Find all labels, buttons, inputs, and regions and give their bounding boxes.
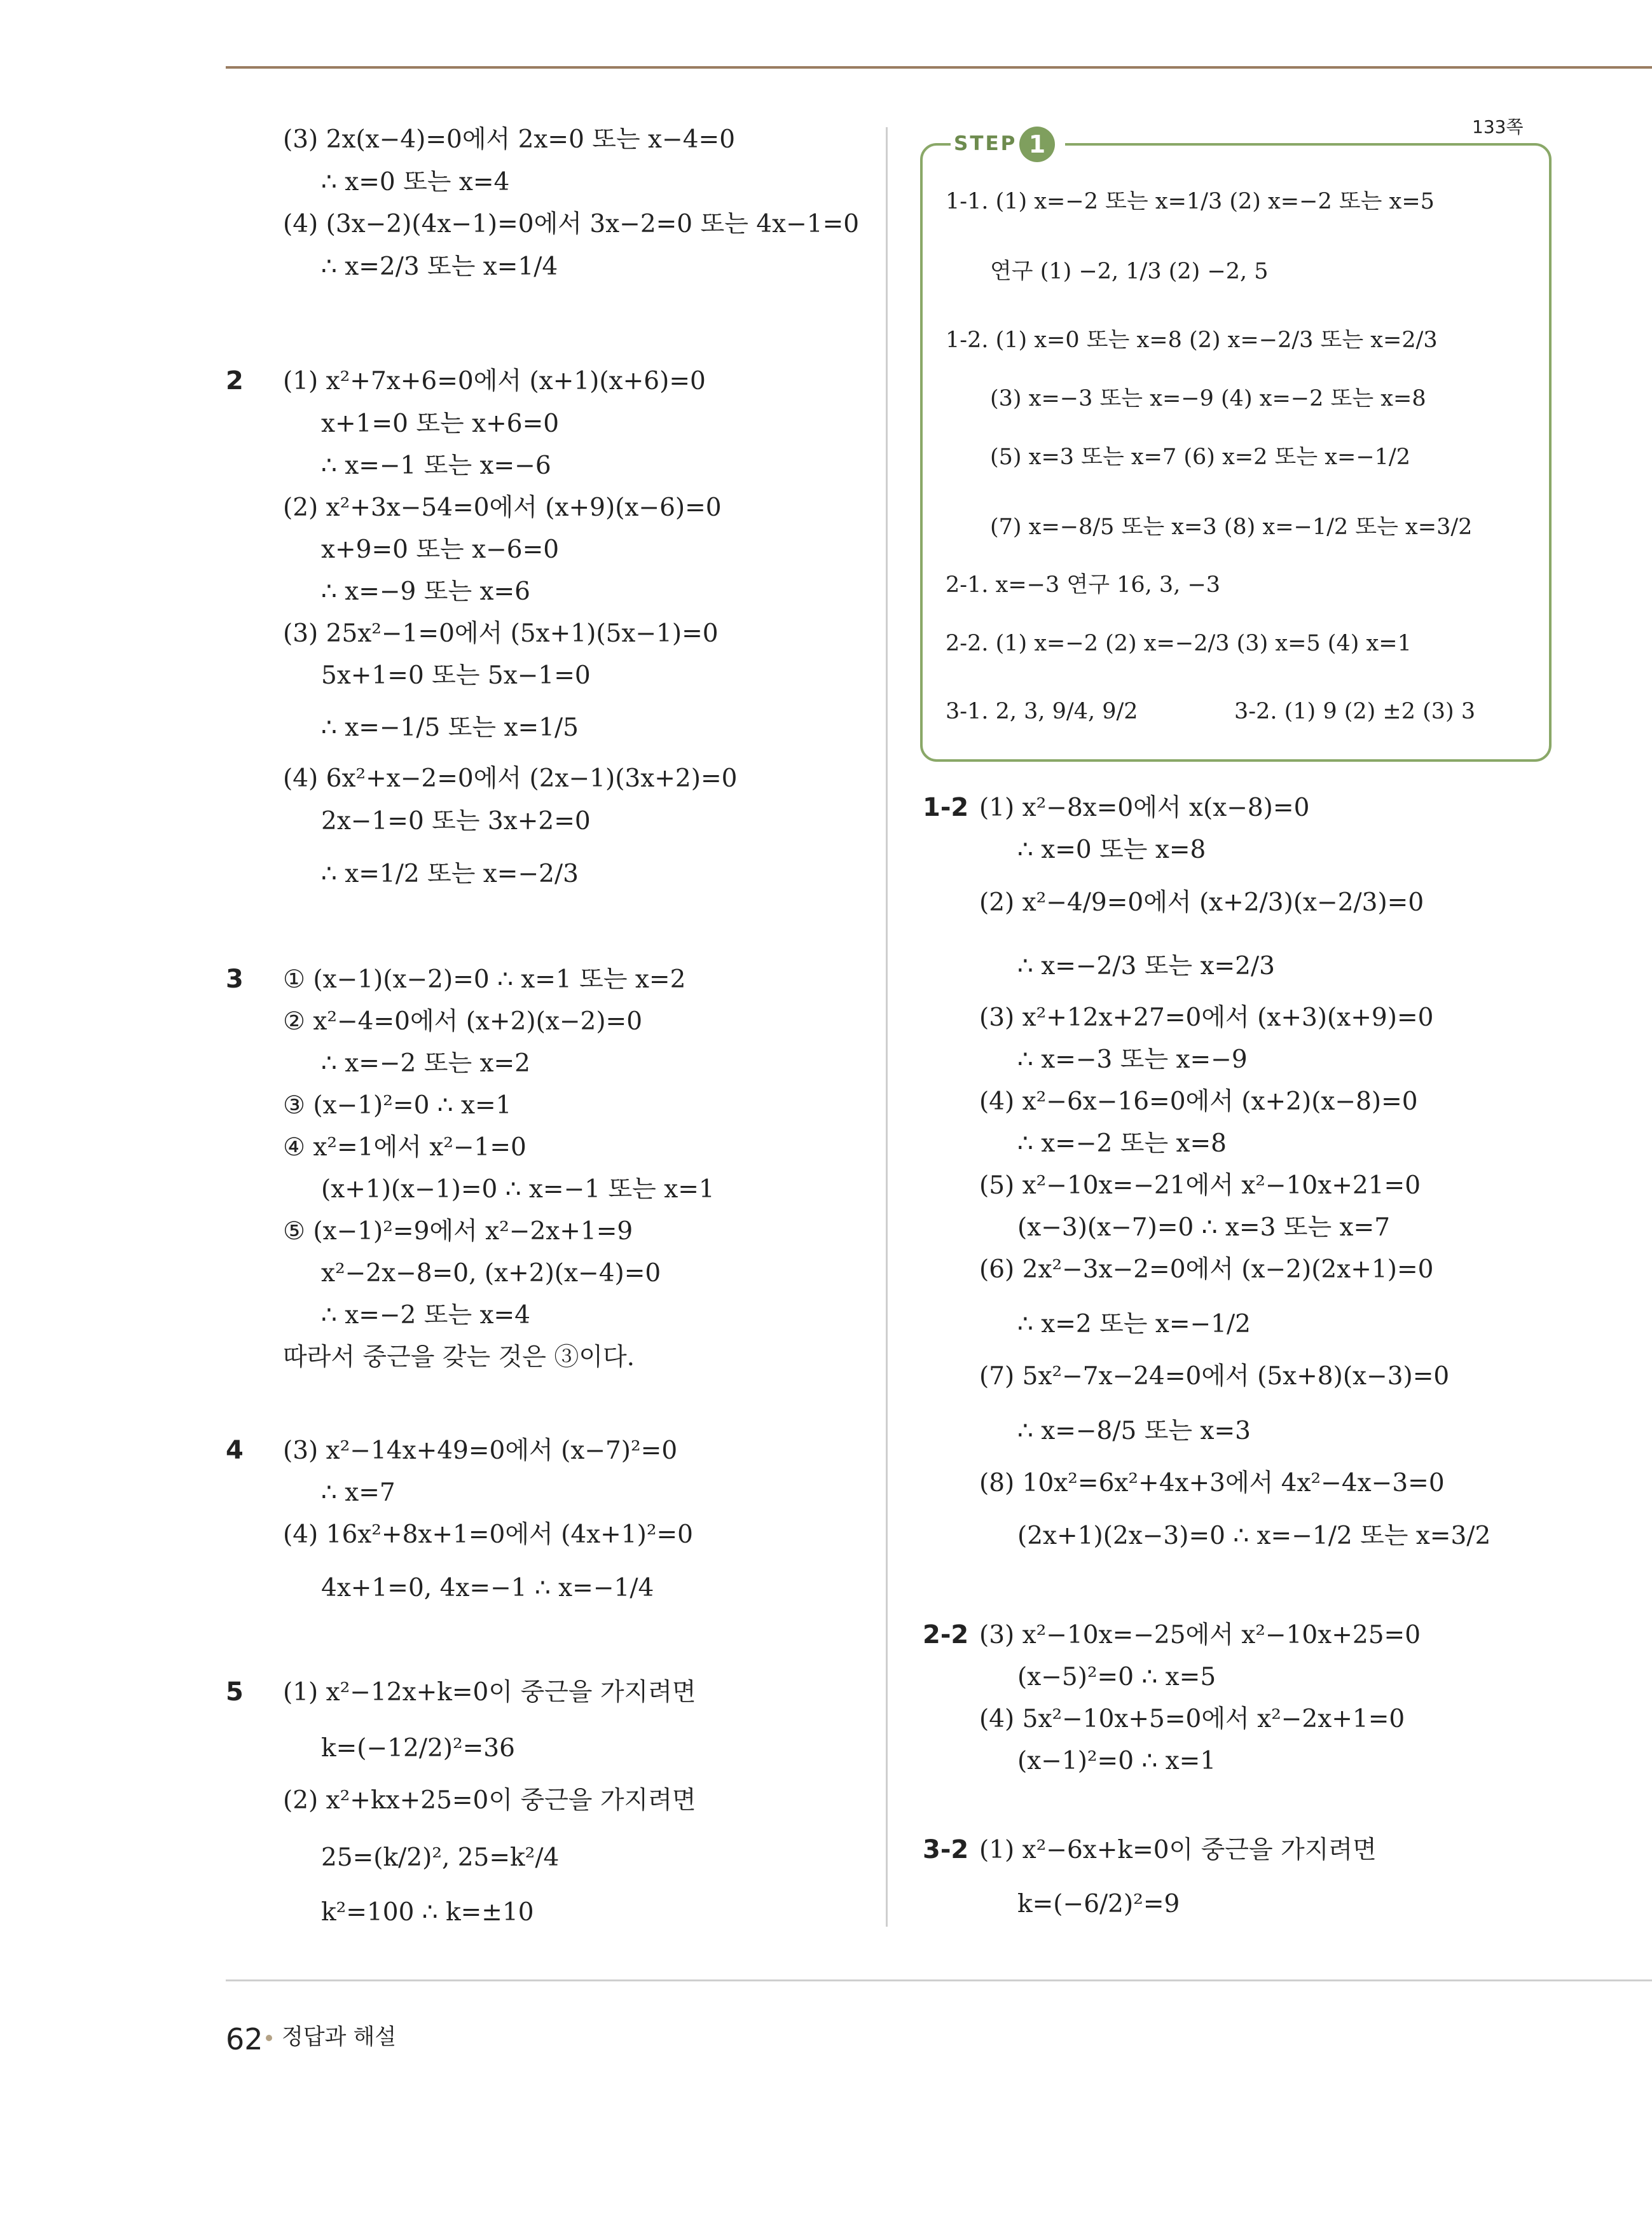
p5-line: 25=(k/2)², 25=k²/4 xyxy=(321,1843,560,1872)
page-number: 62 xyxy=(226,2022,263,2056)
box-answer-line: 2-2. (1) x=−2 (2) x=−2/3 (3) x=5 (4) x=1 xyxy=(946,631,1412,656)
p2-line: ∴ x=−1 또는 x=−6 xyxy=(321,451,551,480)
problem-2-number: 2 xyxy=(226,366,244,396)
p2-line: ∴ x=−9 또는 x=6 xyxy=(321,577,531,606)
s12-line: (3) x²+12x+27=0에서 (x+3)(x+9)=0 xyxy=(979,1003,1434,1032)
problem-5-number: 5 xyxy=(226,1677,244,1707)
s12-line: ∴ x=−3 또는 x=−9 xyxy=(1017,1045,1248,1074)
s12-line: ∴ x=−8/5 또는 x=3 xyxy=(1017,1417,1251,1445)
problem-4-number: 4 xyxy=(226,1436,244,1465)
s12-line: (2) x²−4/9=0에서 (x+2/3)(x−2/3)=0 xyxy=(979,888,1424,917)
p3-line: ⑤ (x−1)²=9에서 x²−2x+1=9 xyxy=(283,1217,633,1246)
solution-2-2-number: 2-2 xyxy=(923,1620,969,1649)
s12-line: ∴ x=0 또는 x=8 xyxy=(1017,836,1206,864)
page-reference: 133쪽 xyxy=(1472,116,1524,137)
s12-line: ∴ x=−2 또는 x=8 xyxy=(1017,1129,1227,1158)
p3-line: ④ x²=1에서 x²−1=0 xyxy=(283,1133,527,1162)
s12-line: (5) x²−10x=−21에서 x²−10x+21=0 xyxy=(979,1171,1421,1200)
s12-line: (1) x²−8x=0에서 x(x−8)=0 xyxy=(979,794,1310,822)
s12-line: (x−3)(x−7)=0 ∴ x=3 또는 x=7 xyxy=(1017,1213,1391,1242)
column-divider xyxy=(886,127,888,1927)
s22-line: (4) 5x²−10x+5=0에서 x²−2x+1=0 xyxy=(979,1705,1405,1733)
s22-line: (x−5)²=0 ∴ x=5 xyxy=(1017,1663,1216,1691)
p2-line: ∴ x=−1/5 또는 x=1/5 xyxy=(321,713,579,742)
p2-line: x+1=0 또는 x+6=0 xyxy=(321,410,560,438)
s32-line: k=(−6/2)²=9 xyxy=(1017,1890,1180,1918)
solution-3-2-number: 3-2 xyxy=(923,1835,969,1864)
step-number-badge: 1 xyxy=(1019,127,1055,162)
p4-line: (3) x²−14x+49=0에서 (x−7)²=0 xyxy=(283,1436,678,1465)
s12-line: (6) 2x²−3x−2=0에서 (x−2)(2x+1)=0 xyxy=(979,1255,1434,1284)
box-answer-line: 3-2. (1) 9 (2) ±2 (3) 3 xyxy=(1234,699,1476,724)
s12-line: ∴ x=2 또는 x=−1/2 xyxy=(1017,1310,1251,1339)
p5-line: k²=100 ∴ k=±10 xyxy=(321,1898,534,1927)
step-label: STEP xyxy=(954,132,1017,155)
p2-line: ∴ x=1/2 또는 x=−2/3 xyxy=(321,860,579,888)
footer-bullet xyxy=(266,2035,272,2041)
s22-line: (x−1)²=0 ∴ x=1 xyxy=(1017,1747,1216,1775)
solution-1-2-number: 1-2 xyxy=(923,793,969,822)
s12-line: (2x+1)(2x−3)=0 ∴ x=−1/2 또는 x=3/2 xyxy=(1017,1522,1491,1550)
top-rule xyxy=(226,66,1652,69)
p4-line: (4) 16x²+8x+1=0에서 (4x+1)²=0 xyxy=(283,1520,693,1549)
p3-line: (x+1)(x−1)=0 ∴ x=−1 또는 x=1 xyxy=(321,1175,715,1204)
box-answer-line: 연구 (1) −2, 1/3 (2) −2, 5 xyxy=(990,259,1269,284)
box-answer-line: 1-2. (1) x=0 또는 x=8 (2) x=−2/3 또는 x=2/3 xyxy=(946,327,1438,353)
p5-line: (2) x²+kx+25=0이 중근을 가지려면 xyxy=(283,1786,696,1815)
p2-line: (1) x²+7x+6=0에서 (x+1)(x+6)=0 xyxy=(283,367,706,396)
box-answer-line: 2-1. x=−3 연구 16, 3, −3 xyxy=(946,572,1221,598)
s12-line: (7) 5x²−7x−24=0에서 (5x+8)(x−3)=0 xyxy=(979,1362,1450,1391)
p2-line: (3) 25x²−1=0에서 (5x+1)(5x−1)=0 xyxy=(283,619,719,648)
p5-line: k=(−12/2)²=36 xyxy=(321,1734,515,1763)
p1-line-2: ∴ x=0 또는 x=4 xyxy=(321,168,510,196)
p1-line-4: ∴ x=2/3 또는 x=1/4 xyxy=(321,252,558,281)
p3-line: x²−2x−8=0, (x+2)(x−4)=0 xyxy=(321,1259,661,1288)
p5-line: (1) x²−12x+k=0이 중근을 가지려면 xyxy=(283,1678,696,1707)
box-answer-line: 3-1. 2, 3, 9/4, 9/2 xyxy=(946,699,1138,724)
p3-line: ① (x−1)(x−2)=0 ∴ x=1 또는 x=2 xyxy=(283,965,686,994)
p1-line-3: (4) (3x−2)(4x−1)=0에서 3x−2=0 또는 4x−1=0 xyxy=(283,210,860,238)
box-answer-line: (3) x=−3 또는 x=−9 (4) x=−2 또는 x=8 xyxy=(990,386,1426,411)
p3-line: ③ (x−1)²=0 ∴ x=1 xyxy=(283,1091,512,1120)
s22-line: (3) x²−10x=−25에서 x²−10x+25=0 xyxy=(979,1621,1421,1649)
box-answer-line: 1-1. (1) x=−2 또는 x=1/3 (2) x=−2 또는 x=5 xyxy=(946,189,1435,214)
p3-line: ∴ x=−2 또는 x=2 xyxy=(321,1049,531,1078)
p2-line: x+9=0 또는 x−6=0 xyxy=(321,535,560,564)
s12-line: (4) x²−6x−16=0에서 (x+2)(x−8)=0 xyxy=(979,1087,1418,1116)
p4-line: ∴ x=7 xyxy=(321,1478,396,1507)
p1-line-1: (3) 2x(x−4)=0에서 2x=0 또는 x−4=0 xyxy=(283,125,736,154)
p2-line: 2x−1=0 또는 3x+2=0 xyxy=(321,807,591,836)
problem-3-number: 3 xyxy=(226,965,244,994)
footer-title: 정답과 해설 xyxy=(282,2025,397,2050)
p3-line: 따라서 중근을 갖는 것은 ③이다. xyxy=(283,1343,635,1372)
s12-line: ∴ x=−2/3 또는 x=2/3 xyxy=(1017,952,1275,981)
p4-line: 4x+1=0, 4x=−1 ∴ x=−1/4 xyxy=(321,1574,654,1602)
s32-line: (1) x²−6x+k=0이 중근을 가지려면 xyxy=(979,1836,1377,1864)
s12-line: (8) 10x²=6x²+4x+3에서 4x²−4x−3=0 xyxy=(979,1469,1445,1497)
p2-line: 5x+1=0 또는 5x−1=0 xyxy=(321,661,591,690)
box-answer-line: (5) x=3 또는 x=7 (6) x=2 또는 x=−1/2 xyxy=(990,444,1410,470)
p2-line: (2) x²+3x−54=0에서 (x+9)(x−6)=0 xyxy=(283,493,722,522)
p3-line: ② x²−4=0에서 (x+2)(x−2)=0 xyxy=(283,1007,643,1036)
box-answer-line: (7) x=−8/5 또는 x=3 (8) x=−1/2 또는 x=3/2 xyxy=(990,514,1473,540)
p3-line: ∴ x=−2 또는 x=4 xyxy=(321,1301,531,1330)
bottom-rule xyxy=(226,1979,1652,1981)
p2-line: (4) 6x²+x−2=0에서 (2x−1)(3x+2)=0 xyxy=(283,764,738,793)
